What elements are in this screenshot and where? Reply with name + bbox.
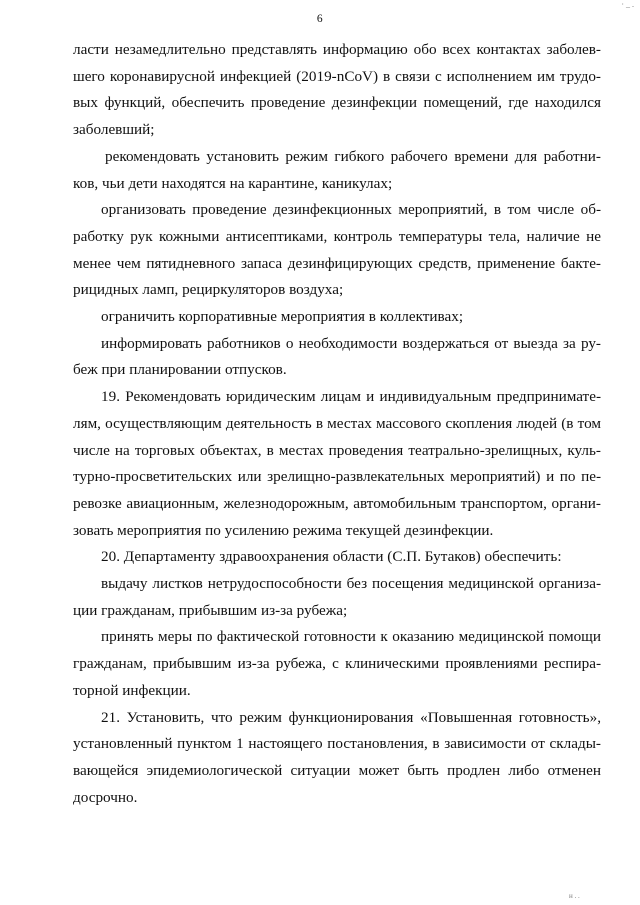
text-line: ограничить корпоративные мероприятия в коллективах; [101, 308, 464, 326]
text-line: лям, осуществляющим деятельность в местах массового скопления людей (в том [73, 414, 601, 432]
paragraph-contacts [73, 37, 601, 144]
text-line: выдачу листков нетрудоспособности без посещения медицинской организа- [101, 575, 601, 593]
paragraph-flexible-hours [73, 144, 601, 197]
text-line: 21. Установить, что режим функционирования «Повышенная готовность», [101, 708, 601, 726]
text-line: установленный пунктом 1 настоящего постановления, в зависимости от склады- [73, 735, 601, 753]
paragraph-disinfection [73, 197, 601, 304]
text-line: гражданам, прибывшим из-за рубежа, с клиническими проявлениями респира- [73, 655, 601, 673]
text-line: зовать мероприятия по усилению режима текущей дезинфекции. [73, 521, 494, 539]
text-line: работку рук кожными антисептиками, контроль температуры тела, наличие не [73, 227, 601, 245]
text-line: организовать проведение дезинфекционных мероприятий, в том числе об- [101, 201, 601, 219]
corner-scan-marks: · _ . [621, 0, 634, 9]
text-line: шего коронавирусной инфекцией (2019-nCoV) в связи с исполнением им трудо- [73, 67, 601, 85]
text-line: рекомендовать установить режим гибкого рабочего времени для работни- [105, 147, 601, 165]
text-line: 19. Рекомендовать юридическим лицам и индивидуальным предпринимате- [101, 388, 601, 406]
text-line: беж при планировании отпусков. [73, 361, 287, 379]
text-line: рицидных ламп, рециркуляторов воздуха; [73, 281, 344, 299]
text-line: числе на торговых объектах, в местах проведения театрально-зрелищных, куль- [73, 441, 601, 459]
text-line: торной инфекции. [73, 681, 191, 699]
text-line: 20. Департаменту здравоохранения области (С.П. Бутаков) обеспечить: [101, 548, 562, 566]
paragraph-corporate-events [73, 304, 601, 331]
text-line: информировать работников о необходимости воздержаться от выезда за ру- [101, 334, 601, 352]
paragraph-medical-readiness [73, 624, 601, 704]
text-line: менее чем пятидневного запаса дезинфицирующих средств, применение бакте- [73, 254, 601, 272]
text-line: ков, чьи дети находятся на карантине, каникулах; [73, 174, 393, 192]
document-body [73, 37, 601, 811]
text-line: вых функций, обеспечить проведение дезинфекции помещений, где находился [73, 94, 601, 112]
text-line: досрочно. [73, 788, 138, 806]
text-line: принять меры по фактической готовности к оказанию медицинской помощи [101, 628, 601, 646]
paragraph-travel [73, 331, 601, 384]
paragraph-item-20 [73, 544, 601, 571]
paragraph-sick-leave [73, 571, 601, 624]
text-line: турно-просветительских или зрелищно-развлекательных мероприятий) и по пе- [73, 468, 601, 486]
bottom-scan-marks: н . . [569, 892, 580, 900]
text-line: вающейся эпидемиологической ситуации может быть продлен либо отменен [73, 761, 601, 779]
paragraph-item-21 [73, 705, 601, 812]
text-line: ревозке авиационным, железнодорожным, автомобильным транспортом, органи- [73, 494, 601, 512]
text-line: ласти незамедлительно представлять информацию обо всех контактах заболев- [73, 41, 601, 58]
text-line: заболевший; [73, 121, 155, 139]
page-number: 6 [316, 13, 324, 25]
paragraph-item-19 [73, 384, 601, 544]
text-line: ции гражданам, прибывшим из-за рубежа; [73, 601, 348, 619]
